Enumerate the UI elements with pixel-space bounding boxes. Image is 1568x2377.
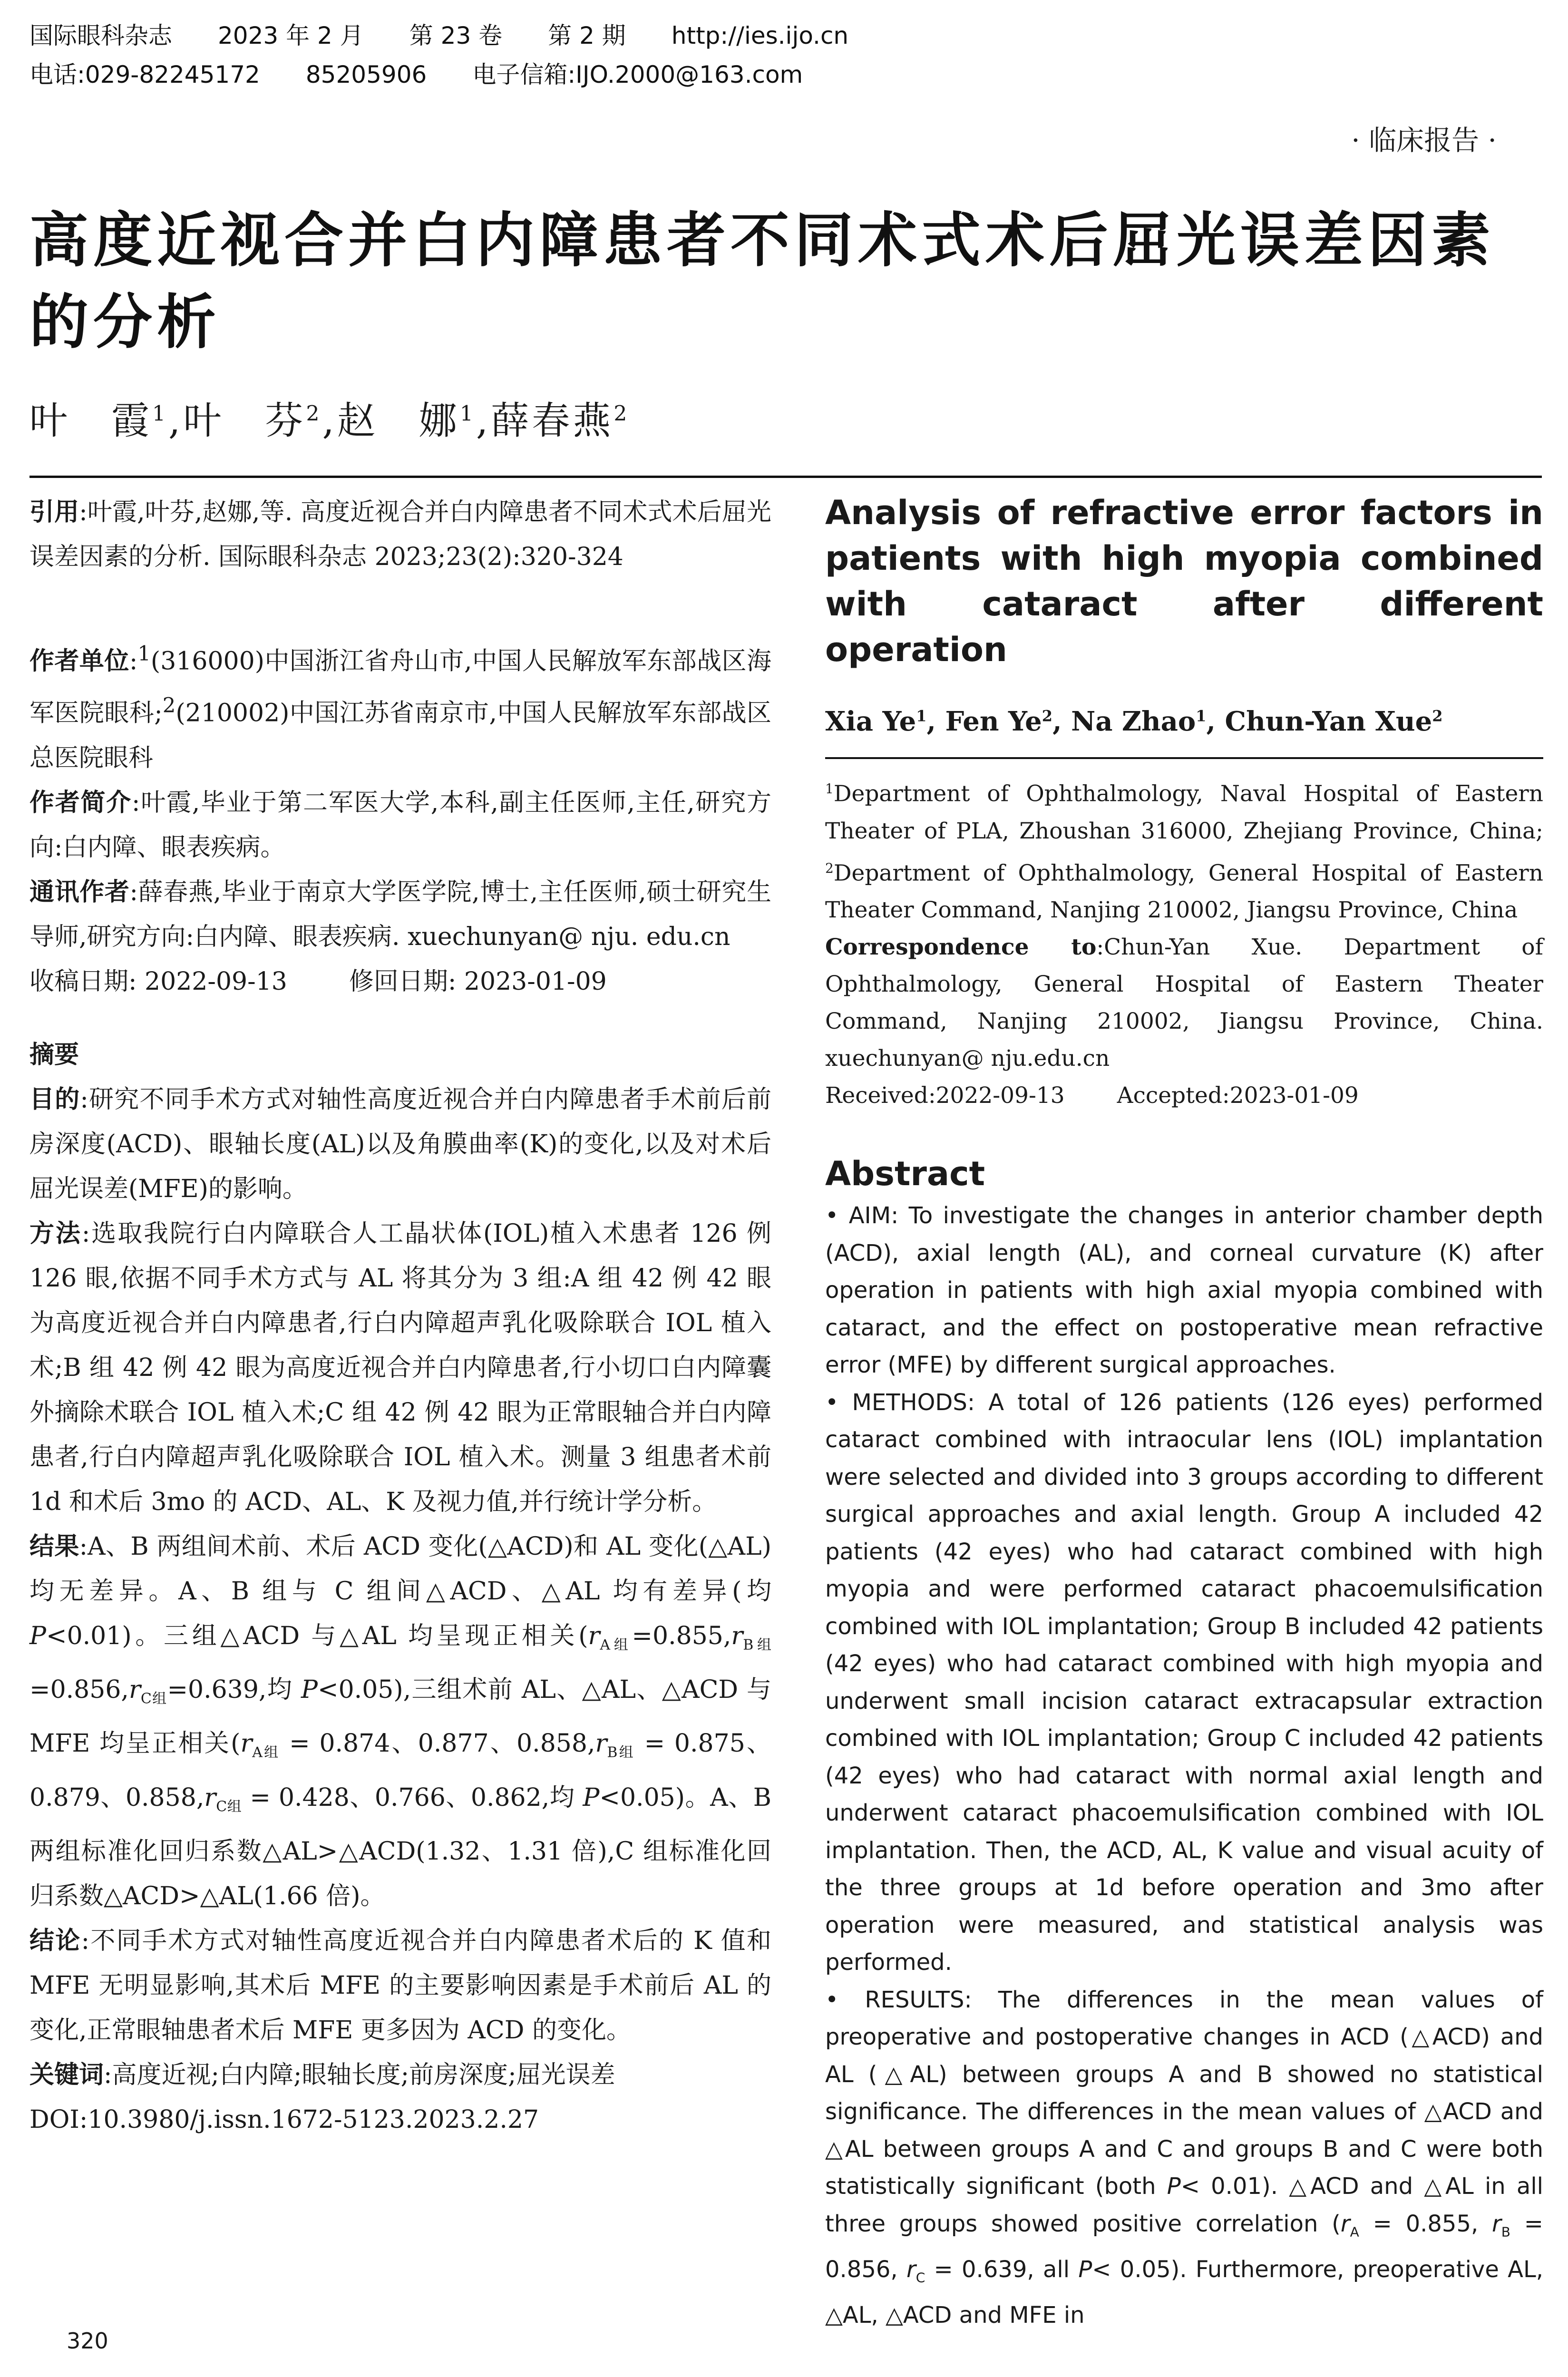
results-text-en: < 0.05). Furthermore, preoperative AL, △AL, △ACD and MFE in: [825, 2256, 1543, 2328]
r-symbol: r: [128, 1676, 141, 1705]
affiliation-text: [825, 770, 1543, 929]
abstract-heading-en: Abstract: [825, 1154, 985, 1194]
conclusion-label: 结论: [29, 1927, 81, 1956]
corr-text: :薛春燕,毕业于南京大学医学院,博士,主任医师,硕士研究生导师,研究方向:白内障、眼表疾病. xuechunyan@ nju. edu.cn: [29, 877, 771, 951]
keywords-text: :高度近视;白内障;眼轴长度;前房深度;屈光误差: [104, 2061, 615, 2090]
unit-text: (316000)中国浙江省舟山市,中国人民解放军东部战区海军医院眼科;: [29, 647, 771, 728]
author-name: 赵 娜: [337, 399, 460, 443]
subscript: A组: [252, 1744, 280, 1761]
english-title: Analysis of refractive error factors in patients with high myopia combined with cataract after different operation: [825, 493, 1543, 669]
aim-text: :研究不同手术方式对轴性高度近视合并白内障患者手术前后前房深度(ACD)、眼轴长度(AL)以及角膜曲率(K)的变化,以及对术后屈光误差(MFE)的影响。: [29, 1085, 771, 1203]
spacer: [29, 579, 771, 632]
author-affil-sup: 1: [459, 401, 476, 426]
accepted-date-en: Accepted:2023-01-09: [1117, 1082, 1359, 1109]
author-affil-sup: 2: [306, 401, 322, 426]
p-symbol: P: [1167, 2173, 1181, 2200]
subscript: B组: [743, 1637, 771, 1654]
issue-date: 2023 年 2 月: [218, 22, 364, 49]
abstract-results-en: [825, 1981, 1543, 2334]
results-text-en: • RESULTS: The differences in the mean values of preoperative and postoperative changes in ACD (△ACD) and AL (△AL) between groups A and B showed no statistical significance. The differences in the mean values of △ACD and △AL between groups A and C and groups B and C were both statistically significant (both: [825, 1986, 1543, 2200]
abstract-results-cn: [29, 1524, 771, 1919]
article-title: 高度近视合并白内障患者不同术式术后屈光误差因素的分析: [29, 206, 1496, 357]
author-name-en: Xia Ye: [825, 706, 916, 737]
r-symbol: r: [731, 1621, 743, 1650]
phone-2: 85205906: [305, 61, 427, 88]
results-text-en: = 0.639, all: [925, 2256, 1079, 2283]
authors-divider: [825, 757, 1543, 759]
affiliation-2: Department of Ophthalmology, General Hospital of Eastern Theater Command, Nanjing 210002, Jiangsu Province, China: [825, 860, 1543, 924]
author-affil-sup: 1: [1196, 707, 1207, 725]
unit-text: (210002)中国江苏省南京市,中国人民解放军东部战区总医院眼科: [29, 699, 771, 772]
r-symbol: r: [1340, 2210, 1350, 2237]
correspondence-en: [825, 929, 1543, 1077]
results-text: =0.639,均: [167, 1676, 302, 1705]
author-name-en: Chun-Yan Xue: [1225, 706, 1432, 737]
author-affil-sup: 2: [1432, 707, 1443, 725]
bio-label: 作者简介: [29, 788, 132, 817]
keywords-label: 关键词: [29, 2061, 104, 2090]
p-symbol: P: [301, 1676, 318, 1705]
abstract-methods-en: • METHODS: A total of 126 patients (126 eyes) performed cataract combined with intraocular lens (IOL) implantation were selected and divided into 3 groups according to different surgical approaches and axial length. Group A included 42 patients (42 eyes) who had cataract combined with high myopia and were performed cataract phacoemulsification combined with IOL implantation; Group B included 42 patients (42 eyes) who had cataract combined with high myopia and underwent small incision cataract extracapsular extraction combined with IOL implantation; Group C included 42 patients (42 eyes) who had cataract with normal axial length and underwent cataract phacoemulsification combined with IOL implantation. Then, the ACD, AL, K value and visual acuity of the three groups at 1d before operation and 3mo after operation were measured, and statistical analysis was performed.: [825, 1389, 1543, 1976]
correspondence-label: Correspondence to: [825, 934, 1097, 961]
subscript: B: [1501, 2224, 1510, 2240]
results-text: =0.855,: [632, 1621, 731, 1650]
methods-text: :选取我院行白内障联合人工晶状体(IOL)植入术患者 126 例 126 眼,依据不同手术方式与 AL 将其分为 3 组:A 组 42 例 42 眼为高度近视合并白内障患者,行白内障超声乳化吸除联合 IOL 植入术;B 组 42 例 42 眼为高度近视合并白内障患者,行小切口白内障囊外摘除术联合 IOL 植入术;C 组 42 例 42 眼为正常眼轴合并白内障患者,行白内障超声乳化吸除联合 IOL 植入术。测量 3 组患者术前 1d 和术后 3mo 的 ACD、AL、K 及视力值,并行统计学分析。: [29, 1219, 771, 1516]
authors-en: Xia Ye$^1$, Fen Ye$^2$, Na Zhao$^1$, Chun-Yan Xue$^2$: [825, 706, 1443, 737]
p-symbol: P: [1078, 2256, 1092, 2283]
spacer: [29, 1004, 771, 1033]
bio-text: :叶霞,毕业于第二军医大学,本科,副主任医师,主任,研究方向:白内障、眼表疾病。: [29, 788, 771, 862]
abstract-aim-cn: [29, 1077, 771, 1211]
journal-header-row-2: [29, 55, 1542, 94]
revised-date: 修回日期: 2023-01-09: [349, 967, 607, 996]
corresponding-author: [29, 870, 771, 959]
results-text-en: = 0.856,: [825, 2210, 1543, 2283]
p-symbol: P: [583, 1783, 600, 1812]
dates: [29, 959, 771, 1004]
phone: 电话:029-82245172: [29, 61, 260, 88]
results-text: = 0.874、0.877、0.858,: [280, 1729, 595, 1758]
unit-sup: 2: [162, 694, 176, 718]
r-symbol: r: [588, 1621, 600, 1650]
header-divider: [29, 476, 1542, 478]
subscript: C组: [140, 1690, 167, 1707]
abstract-methods-cn: [29, 1211, 771, 1524]
author-name-en: Na Zhao: [1071, 706, 1196, 737]
results-text-en: = 0.855,: [1359, 2210, 1492, 2237]
email: 电子信箱:IJO.2000@163.com: [472, 61, 803, 88]
dates-en: [825, 1077, 1543, 1114]
p-symbol: P: [29, 1621, 46, 1650]
citation: [29, 490, 771, 579]
author-affil-sup: 2: [614, 401, 630, 426]
unit-colon: :: [129, 647, 138, 676]
journal-name: 国际眼科杂志: [29, 22, 172, 49]
r-symbol: r: [204, 1783, 216, 1812]
authors-cn: 叶 霞$^1$,叶 芬$^2$,赵 娜$^1$,薛春燕$^2$: [29, 399, 630, 443]
results-text: = 0.428、0.766、0.862,均: [242, 1783, 583, 1812]
r-symbol: r: [595, 1729, 607, 1758]
received-date: 收稿日期: 2022-09-13: [29, 967, 287, 996]
author-name-en: Fen Ye: [945, 706, 1042, 737]
results-text: <0.01)。三组△ACD 与△AL 均呈现正相关(: [46, 1621, 588, 1650]
subscript: A: [1350, 2224, 1359, 2240]
affil-sup: 2: [825, 860, 834, 876]
abstract-aim-en: • AIM: To investigate the changes in anterior chamber depth (ACD), axial length (AL), and corneal curvature (K) after operation in patients with high axial myopia combined with cataract, and the effect on postoperative mean refractive error (MFE) by different surgical approaches.: [825, 1202, 1543, 1379]
affil-sup: 1: [825, 781, 834, 797]
author-unit: [29, 632, 771, 780]
page-number: 320: [67, 2328, 108, 2354]
affiliation-1: Department of Ophthalmology, Naval Hospital of Eastern Theater of PLA, Zhoushan 316000, Zhejiang Province, China;: [825, 780, 1543, 844]
correspondence-text: :Chun-Yan Xue. Department of Ophthalmology, General Hospital of Eastern Theater Command, Nanjing 210002, Jiangsu Province, China. xuechunyan@ nju.edu.cn: [825, 934, 1543, 1072]
received-date-en: Received:2022-09-13: [825, 1082, 1065, 1109]
author-affil-sup: 1: [916, 707, 927, 725]
abstract-heading-cn: 摘要: [29, 1040, 79, 1069]
issue: 第 2 期: [548, 22, 626, 49]
right-column: [825, 490, 1543, 2334]
results-text: = 0.875、0.879、0.858,: [29, 1729, 771, 1812]
volume: 第 23 卷: [409, 22, 503, 49]
section-label: · 临床报告 ·: [1351, 124, 1497, 156]
subscript: A组: [600, 1637, 632, 1654]
author-name: 叶 芬: [183, 399, 306, 443]
results-text: :A、B 两组间术前、术后 ACD 变化(△ACD)和 AL 变化(△AL)均无差异。A、B 组与 C 组间△ACD、△AL 均有差异(均: [29, 1532, 771, 1606]
journal-url: http://ies.ijo.cn: [671, 22, 849, 49]
corr-label: 通讯作者: [29, 877, 130, 906]
doi: DOI:10.3980/j.issn.1672-5123.2023.2.27: [29, 2105, 539, 2134]
unit-sup: 1: [137, 642, 151, 666]
abstract-body-en: [825, 1197, 1543, 2334]
keywords-cn: [29, 2053, 771, 2097]
affiliations-en: [825, 770, 1543, 1114]
left-column: [29, 490, 771, 2142]
subscript: B组: [607, 1744, 635, 1761]
citation-text: :叶霞,叶芬,赵娜,等. 高度近视合并白内障患者不同术式术后屈光误差因素的分析. 国际眼科杂志 2023;23(2):320-324: [29, 498, 771, 571]
conclusion-text: :不同手术方式对轴性高度近视合并白内障患者术后的 K 值和 MFE 无明显影响,其术后 MFE 的主要影响因素是手术前后 AL 的变化,正常眼轴患者术后 MFE 更多因为 ACD 的变化。: [29, 1927, 771, 2045]
journal-header: [29, 16, 1542, 94]
r-symbol: r: [1492, 2210, 1501, 2237]
author-name: 薛春燕: [491, 399, 614, 443]
results-text: =0.856,: [29, 1676, 129, 1705]
author-affil-sup: 2: [1042, 707, 1053, 725]
results-text: <0.05),三组术前 AL、△AL、△ACD 与 MFE 均呈正相关(: [29, 1676, 771, 1758]
unit-label: 作者单位: [29, 647, 129, 676]
results-label: 结果: [29, 1532, 79, 1561]
subscript: C组: [216, 1798, 242, 1815]
r-symbol: r: [906, 2256, 916, 2283]
r-symbol: r: [240, 1729, 253, 1758]
subscript: C: [915, 2270, 925, 2286]
abstract-conclusion-cn: [29, 1919, 771, 2053]
results-text: <0.05)。A、B 两组标准化回归系数△AL>△ACD(1.32、1.31 倍),C 组标准化回归系数△ACD>△AL(1.66 倍)。: [29, 1783, 771, 1911]
author-name: 叶 霞: [29, 399, 152, 443]
author-bio: [29, 780, 771, 870]
aim-label: 目的: [29, 1085, 80, 1114]
methods-label: 方法: [29, 1219, 82, 1248]
citation-label: 引用: [29, 498, 79, 526]
journal-header-row-1: [29, 16, 1542, 55]
results-text-en: < 0.01). △ACD and △AL in all three groups showed positive correlation (: [825, 2173, 1543, 2237]
author-affil-sup: 1: [152, 401, 168, 426]
